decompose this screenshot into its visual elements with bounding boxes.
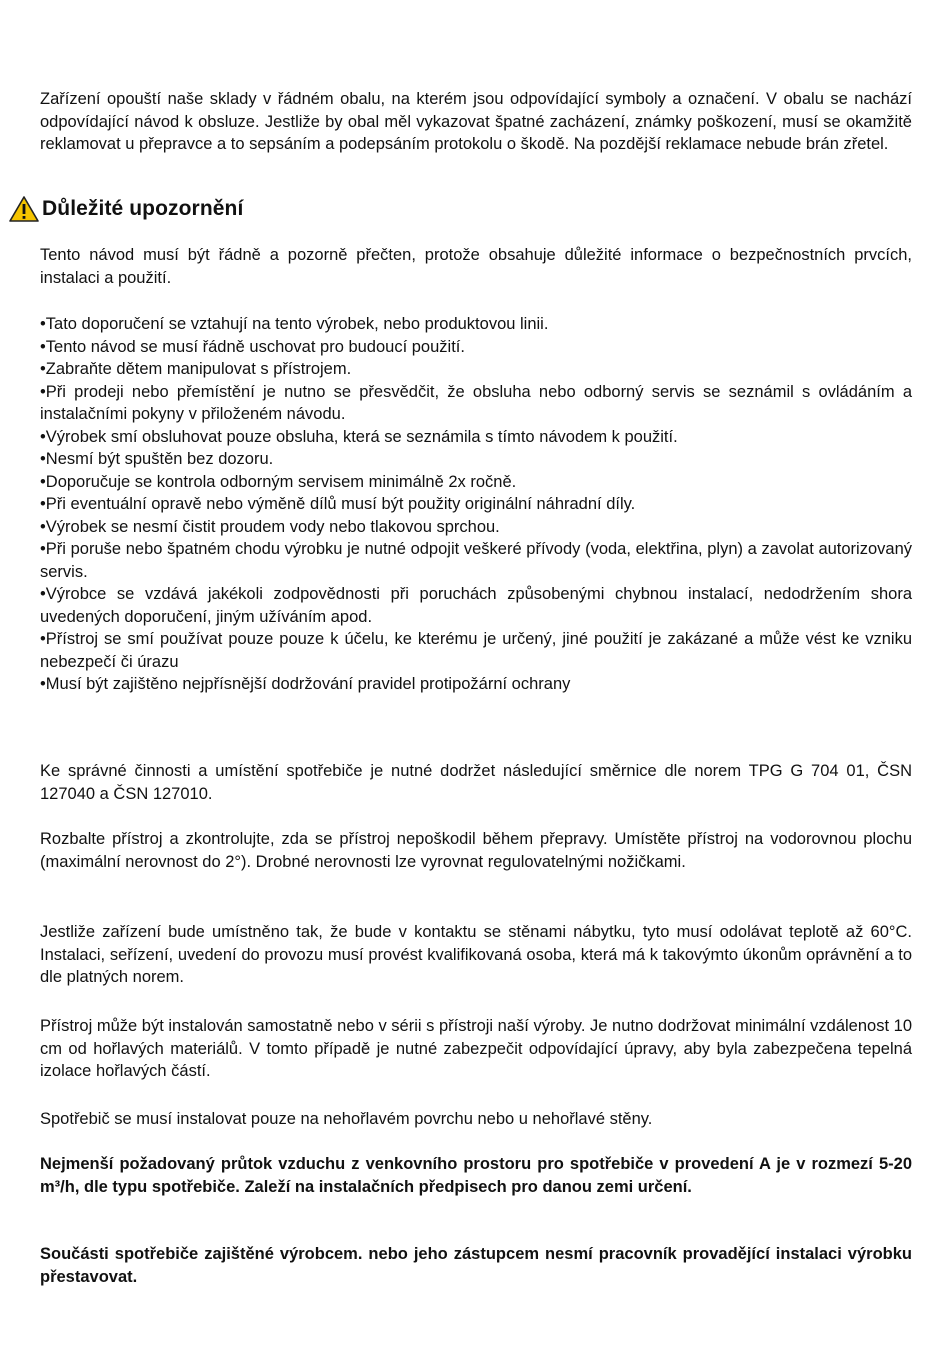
unpack-paragraph: Rozbalte přístroj a zkontrolujte, zda se přístroj nepoškodil během přepravy. Umístěte přístroj na vodorovnou plochu (maximální nerovnost do 2°). Drobné nerovnosti lze vyrovnat regulovatelnými nožičkami.	[40, 830, 912, 871]
list-item: •Při poruše nebo špatném chodu výrobku je nutné odpojit veškeré přívody (voda, elektřina, plyn) a zavolat autorizovaný servis.	[40, 540, 912, 581]
warning-title: Důležité upozornění	[42, 197, 244, 220]
intro-paragraph: Zařízení opouští naše sklady v řádném obalu, na kterém jsou odpovídající symboly a označení. V obalu se nachází odpovídající návod k obsluze. Jestliže by obal měl vykazovat špatné zacházení, známky poškození, musí se okamžitě reklamovat u přepravce a to sepsáním a podepsáním protokolu o škodě. Na pozdější reklamace nebude brán zřetel.	[40, 90, 912, 153]
warning-heading	[8, 194, 243, 224]
parts-paragraph: Součásti spotřebiče zajištěné výrobcem. nebo jeho zástupcem nesmí pracovník provadějící instalaci výrobku přestavovat.	[40, 1245, 912, 1286]
list-item: •Výrobek se nesmí čistit proudem vody nebo tlakovou sprchou.	[40, 517, 500, 536]
wall-contact-paragraph: Jestliže zařízení bude umístněno tak, že bude v kontaktu se stěnami nábytku, tyto musí odolávat teplotě až 60°C. Instalaci, seřízení, uvedení do provozu musí provést kvalifikovaná osoba, která má k takovýmto úkonům oprávnění a to dle platných norem.	[40, 923, 912, 986]
installation-paragraph: Přístroj může být instalován samostatně nebo v sérii s přístroji naší výroby. Je nutno dodržovat minimální vzdálenost 10 cm od hořlavých materiálů. V tomto případě je nutné zabezpečit odpovídající úpravy, aby byla zabezpečena tepelná izolace hořlavých částí.	[40, 1017, 912, 1080]
list-item: •Nesmí být spuštěn bez dozoru.	[40, 450, 274, 468]
surface-paragraph: Spotřebič se musí instalovat pouze na nehořlavém povrchu nebo u nehořlavé stěny.	[40, 1110, 653, 1128]
notice-paragraph: Tento návod musí být řádně a pozorně přečten, protože obsahuje důležité informace o bezpečnostních prvcích, instalaci a použití.	[40, 246, 912, 287]
list-item: •Přístroj se smí používat pouze pouze k účelu, ke kterému je určený, jiné použití je zakázané a může vést ke vzniku nebezpečí či úrazu	[40, 630, 912, 671]
list-item: •Doporučuje se kontrola odborným servisem minimálně 2x ročně.	[40, 472, 517, 491]
list-item: •Při eventuální opravě nebo výměně dílů musí být použity originální náhradní díly.	[40, 495, 636, 513]
list-item: •Při prodeji nebo přemístění je nutno se přesvědčit, že obsluha nebo odborný servis se seznámil s ovládáním a instalačními pokyny v přiloženém návodu.	[40, 382, 912, 423]
list-item: •Výrobce se vzdává jakékoli zodpovědnosti při poruchách způsobenými chybnou instalací, nedodržením shora uvedených doporučení, jiným užíváním apod.	[40, 585, 912, 626]
list-item: •Tato doporučení se vztahují na tento výrobek, nebo produktovou linii.	[40, 315, 549, 333]
list-item: •Musí být zajištěno nejpřísnější dodržování pravidel protipožární ochrany	[40, 675, 571, 693]
list-item: •Zabraňte dětem manipulovat s přístrojem.	[40, 360, 352, 378]
airflow-paragraph: Nejmenší požadovaný průtok vzduchu z venkovního prostoru pro spotřebiče v provedení A je v rozmezí 5-20 m³/h, dle typu spotřebiče. Zaleží na instalačních předpisech pro danou zemi určení.	[40, 1155, 912, 1196]
list-item: •Tento návod se musí řádně uschovat pro budoucí použití.	[40, 337, 465, 356]
norms-paragraph: Ke správné činnosti a umístění spotřebiče je nutné dodržet následující směrnice dle norem TPG G 704 01, ČSN 127040 a ČSN 127010.	[40, 762, 912, 803]
list-item: •Výrobek smí obsluhovat pouze obsluha, která se seznámila s tímto návodem k použití.	[40, 427, 678, 446]
warning-triangle-icon	[8, 195, 40, 223]
safety-list	[40, 313, 912, 696]
